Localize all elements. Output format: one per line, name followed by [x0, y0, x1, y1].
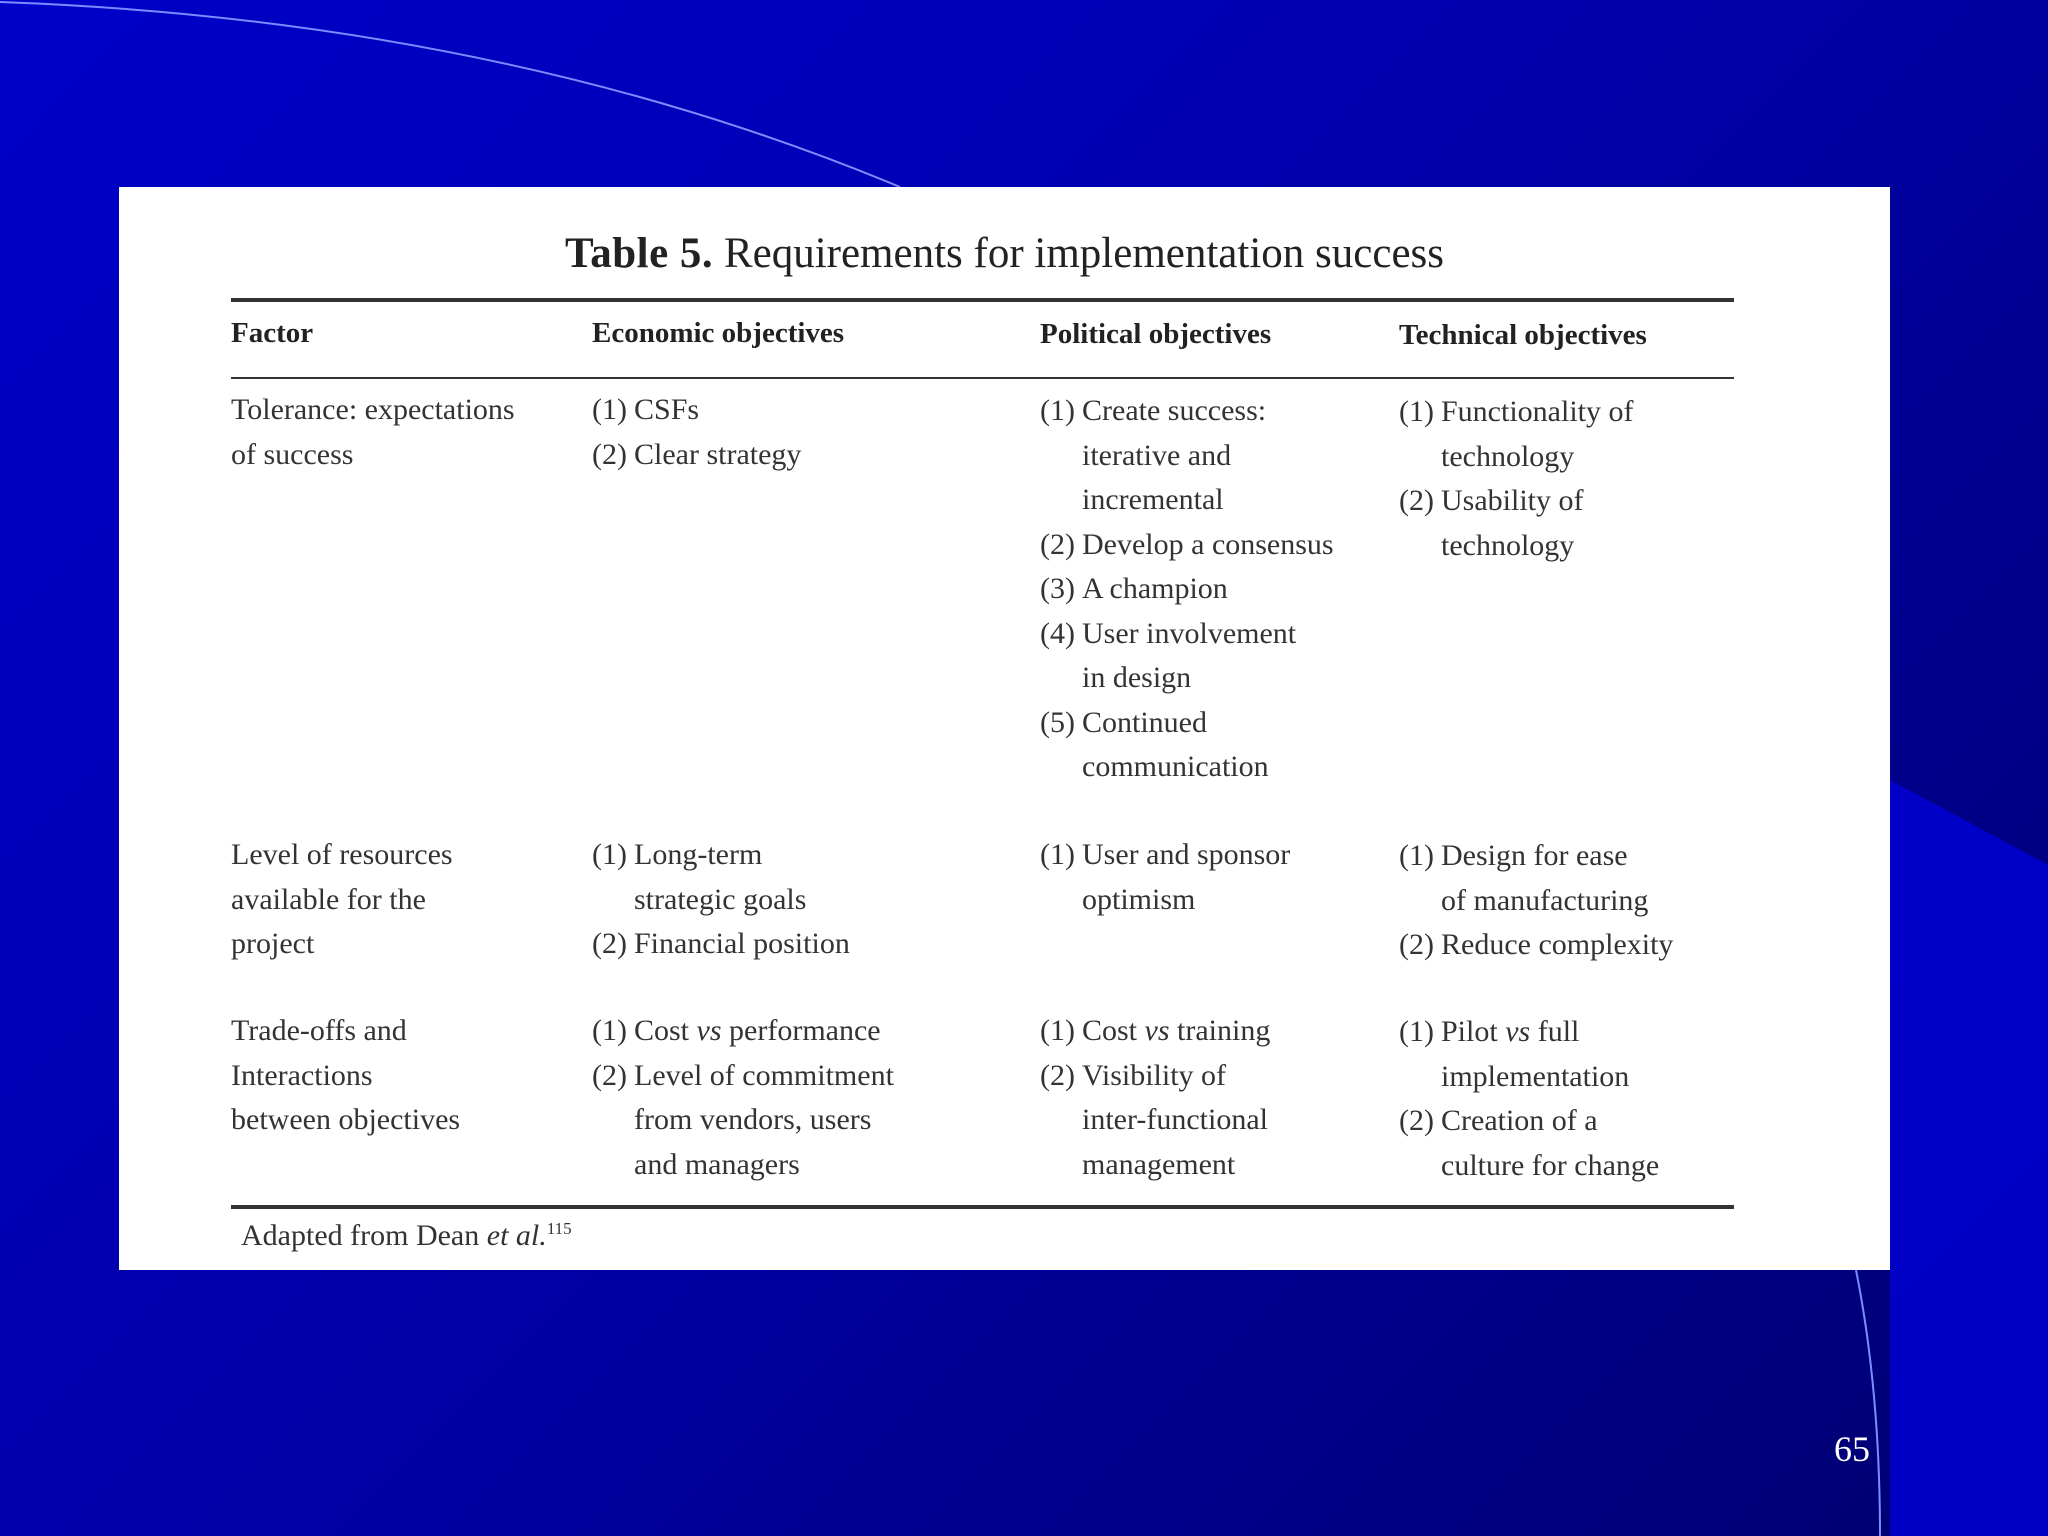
list-item: (2) Level of commitment from vendors, users and managers	[592, 1058, 894, 1181]
list-item: (5) Continued communication	[1040, 705, 1269, 783]
list-item: (2) Develop a consensus	[1040, 527, 1334, 561]
list-item: (2) Financial position	[592, 927, 850, 960]
row1-economic	[592, 388, 801, 477]
table-title-number: Table 5.	[565, 230, 714, 277]
header-rule	[231, 377, 1734, 379]
list-item: (2) Usability of technology	[1399, 484, 1584, 562]
row1-factor: Tolerance: expectations of success	[231, 393, 515, 471]
row3-economic	[592, 1009, 894, 1187]
top-rule	[231, 298, 1734, 302]
list-item: (1) Design for ease of manufacturing	[1399, 839, 1649, 917]
list-item: (2) Reduce complexity	[1399, 928, 1674, 961]
list-item: (1) Pilot vs full implementation	[1399, 1015, 1630, 1093]
list-item: (1) Cost vs performance	[592, 1014, 881, 1047]
list-item: (1) Create success: iterative and incremental	[1040, 394, 1267, 516]
list-item: (1) User and sponsor optimism	[1040, 838, 1291, 916]
table-title-text: Requirements for implementation success	[723, 230, 1444, 277]
header-economic: Economic objectives	[592, 317, 845, 349]
list-item: (2) Clear strategy	[592, 437, 802, 471]
list-item: (1) CSFs	[592, 393, 700, 426]
row3-factor: Trade-offs and Interactions between objectives	[231, 1014, 461, 1136]
header-political: Political objectives	[1040, 318, 1272, 350]
header-technical: Technical objectives	[1399, 319, 1647, 351]
list-item: (4) User involvement in design	[1040, 616, 1297, 694]
list-item: (2) Visibility of inter-functional management	[1040, 1058, 1268, 1181]
bottom-rule	[231, 1205, 1734, 1209]
table-title	[119, 229, 1890, 278]
row3-technical	[1399, 1010, 1659, 1188]
list-item: (3) A champion	[1040, 572, 1228, 605]
list-item: (2) Creation of a culture for change	[1399, 1104, 1660, 1182]
row2-economic	[592, 833, 850, 967]
row2-technical	[1399, 834, 1673, 968]
row3-political	[1040, 1009, 1270, 1187]
table-panel	[119, 187, 1890, 1270]
list-item: (1) Cost vs training	[1040, 1014, 1271, 1047]
list-item: (1) Functionality of technology	[1399, 395, 1634, 473]
page-number: 65	[1834, 1429, 1870, 1469]
table-footnote: Adapted from Dean et al.$^{115}$	[241, 1219, 572, 1252]
list-item: (1) Long-term strategic goals	[592, 838, 807, 916]
row2-political	[1040, 833, 1290, 922]
header-factor: Factor	[231, 317, 314, 349]
row2-factor: Level of resources available for the project	[231, 838, 453, 960]
row1-technical	[1399, 390, 1633, 568]
row1-political	[1040, 389, 1334, 790]
